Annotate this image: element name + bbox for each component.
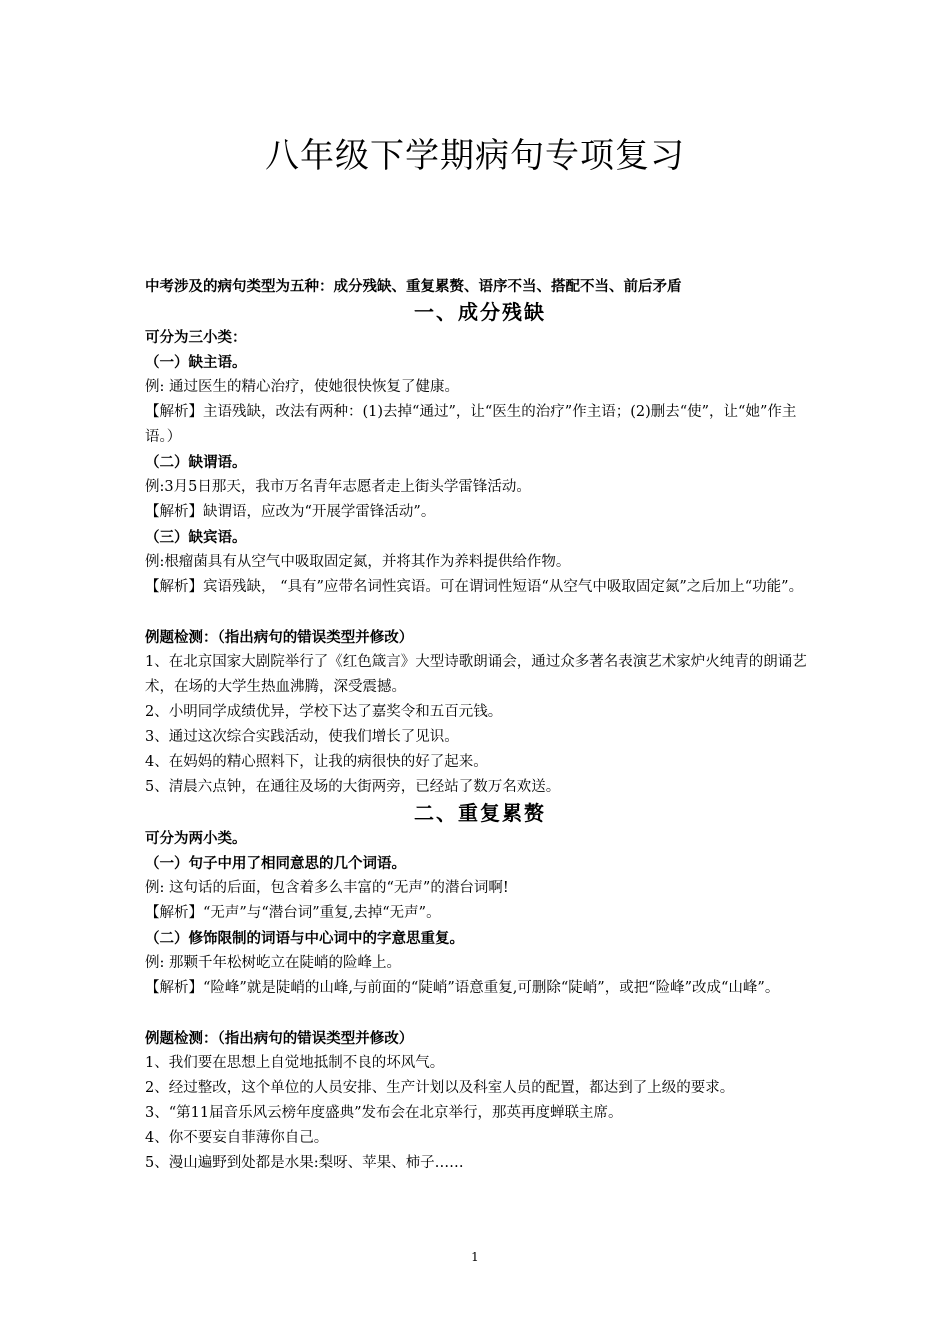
s1-sub-3: （三）缺宾语。 [145,529,247,546]
spacer [145,1001,815,1026]
s1-example-2: 例:3月5日那天，我市万名青年志愿者走上街头学雷锋活动。 [145,479,531,495]
document-body [145,274,815,1176]
s1-test-title: 例题检测：（指出病句的错误类型并修改） [145,629,414,646]
s2-sub-2: （二）修饰限制的词语与中心词中的字意思重复。 [145,930,464,947]
intro-line: 中考涉及的病句类型为五种：成分残缺、重复累赘、语序不当、搭配不当、前后矛盾 [145,278,682,295]
s2-analysis-2: 【解析】“险峰”就是陡峭的山峰,与前面的“陡峭”语意重复,可删除“陡峭”，或把“险峰”改成“山峰”。 [145,980,780,996]
s1-test-item: 1、在北京国家大剧院举行了《红色箴言》大型诗歌朗诵会，通过众多著名表演艺术家炉火纯青的朗诵艺术，在场的大学生热血沸腾，深受震撼。 [145,654,807,695]
s1-test-item: 5、清晨六点钟，在通往及场的大街两旁，已经站了数万名欢送。 [145,779,561,795]
s1-sub-2: （二）缺谓语。 [145,454,247,471]
spacer [145,600,815,625]
s2-example-2: 例: 那颗千年松树屹立在陡峭的险峰上。 [145,955,401,971]
s2-test-item: 2、经过整改，这个单位的人员安排、生产计划以及科室人员的配置，都达到了上级的要求。 [145,1080,735,1096]
s2-test-item: 5、漫山遍野到处都是水果:梨呀、苹果、柿子…… [145,1155,464,1171]
s1-example-3: 例:根瘤菌具有从空气中吸取固定氮，并将其作为养料提供给作物。 [145,554,571,570]
s1-test-item: 2、小明同学成绩优异，学校下达了嘉奖令和五百元钱。 [145,704,503,720]
s2-test-item: 3、“第11届音乐风云榜年度盛典”发布会在北京举行，那英再度蝉联主席。 [145,1105,623,1121]
s2-test-item: 1、我们要在思想上自觉地抵制不良的坏风气。 [145,1055,445,1071]
s2-analysis-1: 【解析】“无声”与“潜台词”重复,去掉“无声”。 [145,905,441,921]
s1-sub-1: （一）缺主语。 [145,354,247,371]
s1-analysis-2: 【解析】缺谓语，应改为“开展学雷锋活动”。 [145,504,436,520]
s1-analysis-3: 【解析】宾语残缺， “具有”应带名词性宾语。可在谓词性短语“从空气中吸取固定氮”之后加上“功能”。 [145,579,804,595]
section-1-heading: 一、成分残缺 [414,300,546,324]
s1-test-item: 4、在妈妈的精心照料下，让我的病很快的好了起来。 [145,754,488,770]
page-number: 1 [471,1250,479,1264]
s1-analysis-1: 【解析】主语残缺，改法有两种：(1)去掉“通过”，让“医生的治疗”作主语；(2)删去“使”，让“她”作主语。） [145,404,797,445]
s2-test-item: 4、你不要妄自菲薄你自己。 [145,1130,329,1146]
section-2-heading: 二、重复累赘 [414,801,546,825]
section-1-subtitle: 可分为三小类： [145,329,247,346]
s2-test-title: 例题检测：（指出病句的错误类型并修改） [145,1030,414,1047]
section-2-subtitle: 可分为两小类。 [145,830,247,847]
s1-test-item: 3、通过这次综合实践活动，使我们增长了见识。 [145,729,459,745]
page-title: 八年级下学期病句专项复习 [265,136,685,176]
s1-example-1: 例: 通过医生的精心治疗，使她很快恢复了健康。 [145,379,459,395]
s2-sub-1: （一）句子中用了相同意思的几个词语。 [145,855,406,872]
s2-example-1: 例: 这句话的后面，包含着多么丰富的“无声”的潜台词啊! [145,880,509,896]
